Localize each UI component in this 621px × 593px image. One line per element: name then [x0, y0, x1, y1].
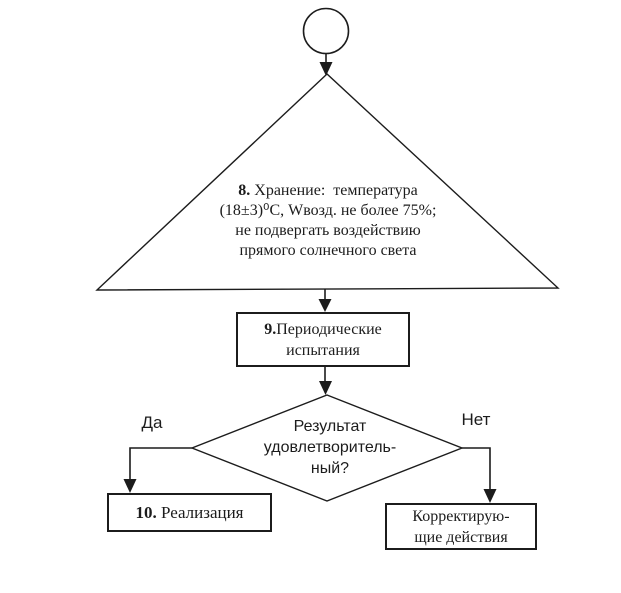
storage-line2: (18±3)⁰С, Wвозд. не более 75%;	[219, 202, 437, 219]
storage-triangle-text	[178, 181, 478, 261]
arrow-storage-to-tests-head	[319, 299, 332, 312]
periodic-tests-box	[236, 312, 410, 367]
arrow-circle-to-storage-head	[320, 62, 333, 76]
corrective-line1: Корректирую-	[412, 507, 510, 525]
no-branch-arrowhead	[484, 489, 497, 503]
realization-box	[107, 493, 272, 532]
decision-diamond-text	[230, 416, 430, 479]
no-branch-label: Нет	[461, 410, 491, 429]
yes-branch-line	[130, 448, 192, 481]
storage-line3: не подвергать воздействию	[235, 222, 421, 239]
tests-line2: испытания	[286, 341, 360, 359]
decision-line3: ный?	[310, 460, 350, 477]
realization-step-number: 10.	[135, 503, 157, 522]
corrective-actions-box	[385, 503, 537, 550]
decision-line2: удовлетворитель-	[263, 439, 397, 456]
decision-line1: Результат	[293, 418, 367, 435]
tests-step-number: 9.	[264, 320, 277, 338]
corrective-line2: щие действия	[414, 528, 508, 546]
storage-step-number: 8.	[238, 182, 251, 199]
yes-branch-label: Да	[141, 413, 163, 432]
start-circle	[304, 9, 349, 54]
yes-branch-arrowhead	[124, 479, 137, 493]
no-branch-line	[462, 448, 490, 491]
storage-line1: Хранение: температура	[250, 182, 418, 199]
realization-label: Реализация	[156, 503, 244, 522]
arrow-tests-to-decision-head	[319, 381, 332, 395]
tests-line1: Периодические	[276, 320, 382, 338]
storage-line4: прямого солнечного света	[239, 242, 417, 259]
